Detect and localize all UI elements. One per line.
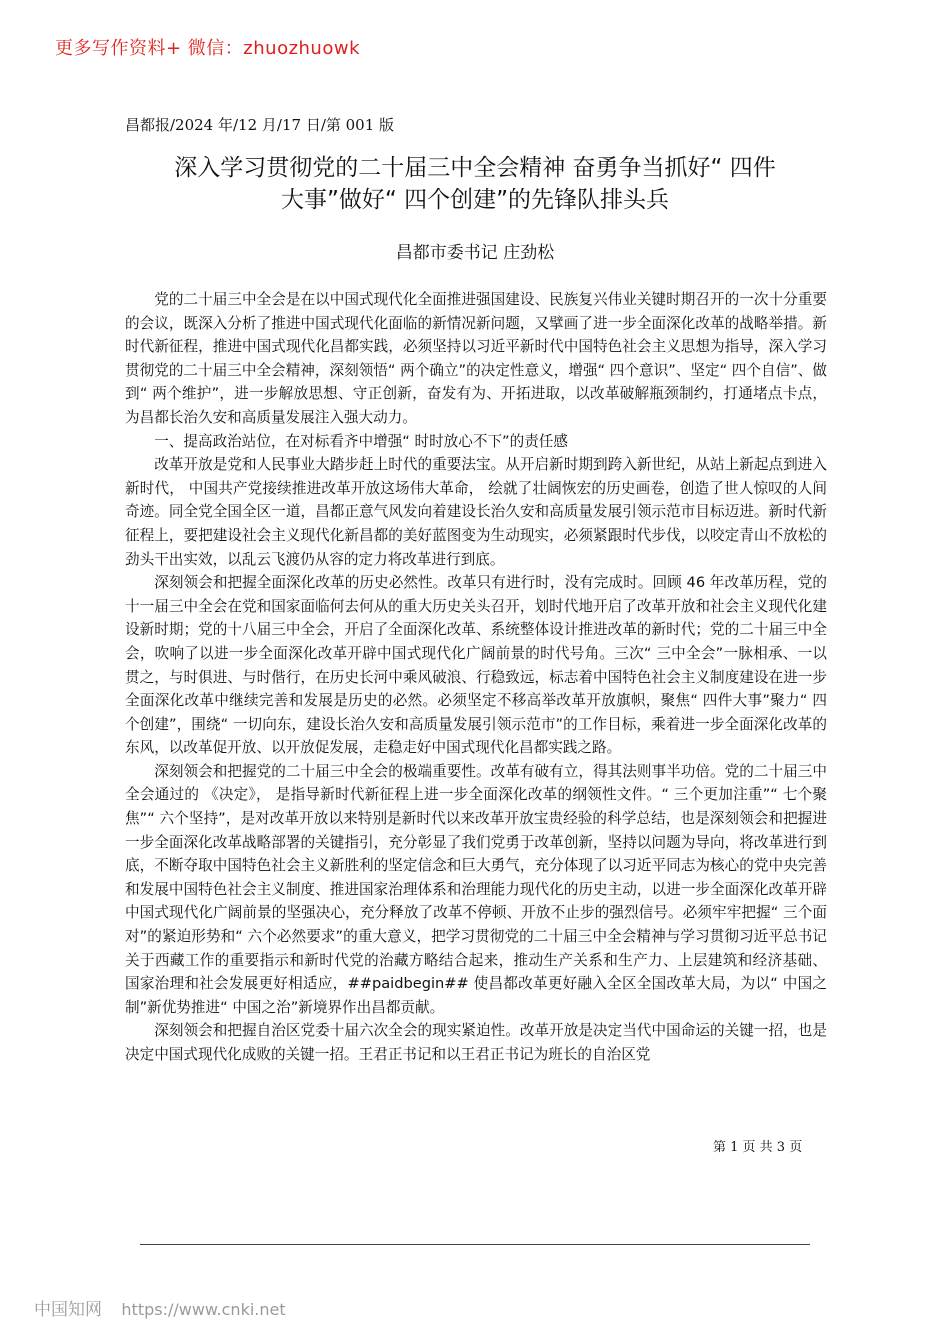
article-body	[125, 288, 827, 1067]
page-number: 第 1 页 共 3 页	[713, 1140, 803, 1155]
watermark	[34, 1295, 286, 1320]
article-author: 昌都市委书记 庄劲松	[395, 243, 555, 263]
body-paragraph: 深刻领会和把握全面深化改革的历史必然性。改革只有进行时，没有完成时。回顾 46 年改革历程，党的十一届三中全会在党和国家面临何去何从的重大历史关头召开，划时代地开启了改革开放和社会主义现代化建设新时期；党的十八届三中全会，开启了全面深化改革、系统整体设计推进改革的新时代；党的二十届三中全会，吹响了以进一步全面深化改革开辟中国式现代化广阔前景的时代号角。三次“ 三中全会”一脉相承、一以贯之，与时俱进、与时偕行，在历史长河中乘风破浪、行稳致远，标志着中国特色社会主义制度建设在进一步全面深化改革中继续完善和发展是历史的必然。必须坚定不移高举改革开放旗帜，聚焦“ 四件大事”聚力“ 四个创建”，围绕“ 一切向东，建设长治久安和高质量发展引领示范市”的工作目标，乘着进一步全面深化改革的东风，以改革促开放、以开放促发展，走稳走好中国式现代化昌都实践之路。	[125, 574, 827, 757]
article-title	[110, 152, 840, 216]
body-paragraph: 改革开放是党和人民事业大踏步赶上时代的重要法宝。从开启新时期到跨入新世纪，从站上新起点到进入新时代， 中国共产党接续推进改革开放这场伟大革命， 绘就了壮阔恢宏的历史画卷，创造了世人惊叹的人间奇迹。同全党全国全区一道，昌都正意气风发向着建设长治久安和高质量发展引领示范市目标迈进。新时代新征程上，要把建设社会主义现代化新昌都的美好蓝图变为生动现实，必须紧跟时代步伐，以咬定青山不放松的劲头干出实效，以乱云飞渡仍从容的定力将改革进行到底。	[125, 456, 827, 568]
article-title-line-1: 深入学习贯彻党的二十届三中全会精神 奋勇争当抓好“ 四件	[174, 155, 776, 181]
section-heading: 一、提高政治站位，在对标看齐中增强“ 时时放心不下”的责任感	[154, 432, 568, 450]
body-paragraph: 深刻领会和把握党的二十届三中全会的极端重要性。改革有破有立，得其法则事半功倍。党的二十届三中全会通过的 《决定》， 是指导新时代新征程上进一步全面深化改革的纲领性文件。“ 三个更加注重”“ 七个聚焦”“ 六个坚持”，是对改革开放以来特别是新时代以来改革开放宝贵经验的科学总结，也是深刻领会和把握进一步全面深化改革战略部署的关键指引，充分彰显了我们党勇于改革创新，坚持以问题为导向，将改革进行到底，不断夺取中国特色社会主义新胜利的坚定信念和巨大勇气，充分体现了以习近平同志为核心的党中央完善和发展中国特色社会主义制度、推进国家治理体系和治理能力现代化的历史主动，以进一步全面深化改革开辟中国式现代化广阔前景的坚强决心，充分释放了改革不停顿、开放不止步的强烈信号。必须牢牢把握“ 三个面对”的紧迫形势和“ 六个必然要求”的重大意义，把学习贯彻党的二十届三中全会精神与学习贯彻习近平总书记关于西藏工作的重要指示和新时代党的治藏方略结合起来，推动生产关系和生产力、上层建筑和经济基础、 国家治理和社会发展更好相适应，##paidbegin## 使昌都改革更好融入全区全国改革大局，为以“ 中国之制”新优势推进“ 中国之治”新境界作出昌都贡献。	[125, 762, 827, 1016]
article-title-line-2: 大事”做好“ 四个创建”的先锋队排头兵	[280, 187, 670, 213]
newspaper-source: 昌都报/2024 年/12 月/17 日/第 001 版	[125, 116, 395, 134]
promo-banner: 更多写作资料+ 微信：zhuozhuowk	[55, 38, 361, 59]
body-paragraph: 党的二十届三中全会是在以中国式现代化全面推进强国建设、民族复兴伟业关键时期召开的一次十分重要的会议，既深入分析了推进中国式现代化面临的新情况新问题，又擘画了进一步全面深化改革的战略举措。新时代新征程，推进中国式现代化昌都实践，必须坚持以习近平新时代中国特色社会主义思想为指导，深入学习贯彻党的二十届三中全会精神，深刻领悟“ 两个确立”的决定性意义，增强“ 四个意识”、坚定“ 四个自信”、做到“ 两个维护”，进一步解放思想、守正创新，奋发有为、开拓进取，以改革破解瓶颈制约，打通堵点卡点，为昌都长治久安和高质量发展注入强大动力。	[125, 291, 827, 426]
footer-divider	[140, 1244, 810, 1245]
watermark-brand: 中国知网	[34, 1300, 102, 1320]
watermark-url: https://www.cnki.net	[121, 1300, 286, 1319]
body-paragraph: 深刻领会和把握自治区党委十届六次全会的现实紧迫性。改革开放是决定当代中国命运的关键一招，也是决定中国式现代化成败的关键一招。王君正书记和以王君正书记为班长的自治区党	[125, 1022, 827, 1063]
